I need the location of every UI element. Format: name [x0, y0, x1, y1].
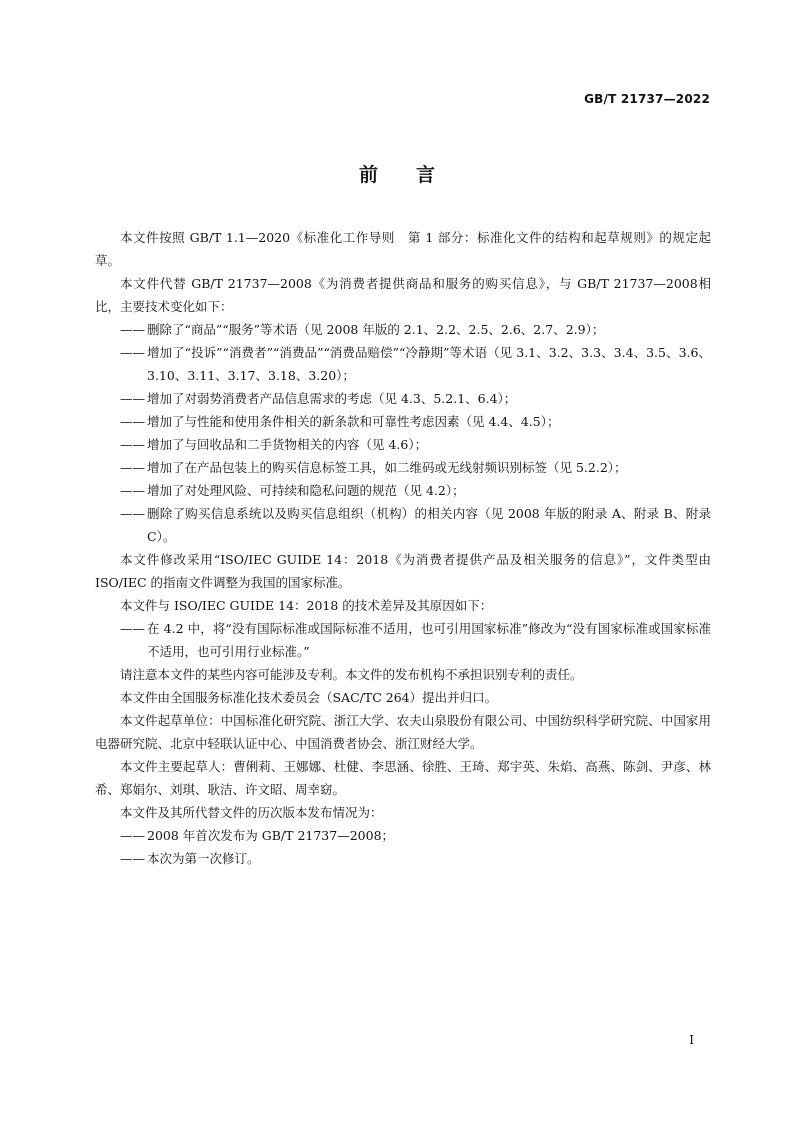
list-item — [95, 341, 711, 387]
list-item-text: 2008 年首次发布为 GB/T 21737—2008； — [147, 828, 395, 843]
list-item-text: 删除了“商品”“服务”等术语（见 2008 年版的 2.1、2.2、2.5、2.6、2.7、2.9）； — [147, 322, 605, 337]
paragraph: 本文件代替 GB/T 21737—2008《为消费者提供商品和服务的购买信息》，与 GB/T 21737—2008相比，主要技术变化如下： — [95, 276, 711, 314]
page-title: 前言 — [358, 164, 473, 186]
dash-marker: —— — [120, 621, 145, 636]
dash-marker: —— — [120, 391, 145, 406]
list-item-text: 增加了对处理风险、可持续和隐私问题的规范（见 4.2）； — [147, 483, 465, 498]
list-item — [95, 479, 711, 502]
list-item — [95, 387, 711, 410]
list-item — [95, 410, 711, 433]
list-item — [95, 617, 711, 663]
dash-marker: —— — [120, 345, 145, 360]
paragraph: 本文件起草单位：中国标准化研究院、浙江大学、农夫山泉股份有限公司、中国纺织科学研究院、中国家用电器研究院、北京中轻联认证中心、中国消费者协会、浙江财经大学。 — [95, 713, 711, 751]
standard-code: GB/T 21737—2022 — [584, 92, 710, 106]
dash-marker: —— — [120, 506, 145, 521]
list-item-text: 增加了在产品包装上的购买信息标签工具，如二维码或无线射频识别标签（见 5.2.2）； — [147, 460, 627, 475]
paragraph: 请注意本文件的某些内容可能涉及专利。本文件的发布机构不承担识别专利的责任。 — [120, 667, 583, 682]
list-item-text: 增加了对弱势消费者产品信息需求的考虑（见 4.3、5.2.1、6.4）； — [147, 391, 517, 406]
dash-marker: —— — [120, 414, 145, 429]
list-item — [95, 433, 711, 456]
list-item — [95, 847, 711, 870]
page-number: I — [689, 1033, 694, 1047]
dash-marker: —— — [120, 322, 145, 337]
paragraph: 本文件与 ISO/IEC GUIDE 14：2018 的技术差异及其原因如下： — [120, 598, 493, 613]
document-body — [95, 226, 711, 870]
paragraph: 本文件由全国服务标准化技术委员会（SAC/TC 264）提出并归口。 — [120, 690, 498, 705]
paragraph: 本文件主要起草人：曹俐莉、王娜娜、杜健、李思涵、徐胜、王琦、郑宇英、朱焰、高燕、陈剑、尹彦、林希、郑娟尔、刘琪、耿洁、许文昭、周幸窈。 — [95, 759, 711, 797]
list-item — [95, 824, 711, 847]
list-item-text: 增加了与性能和使用条件相关的新条款和可靠性考虑因素（见 4.4、4.5）； — [147, 414, 560, 429]
dash-marker: —— — [120, 483, 145, 498]
list-item-text: 增加了与回收品和二手货物相关的内容（见 4.6）； — [147, 437, 428, 452]
list-item — [95, 318, 711, 341]
list-item — [95, 456, 711, 479]
dash-marker: —— — [120, 851, 145, 866]
list-item-text: 删除了购买信息系统以及购买信息组织（机构）的相关内容（见 2008 年版的附录 A、附录 B、附录 C）。 — [147, 506, 711, 544]
dash-marker: —— — [120, 828, 145, 843]
list-item-text: 在 4.2 中，将“没有国际标准或国际标准不适用，也可引用国家标准”修改为“没有国家标准或国家标准不适用，也可引用行业标准。” — [147, 621, 711, 659]
paragraph: 本文件修改采用“ISO/IEC GUIDE 14：2018《为消费者提供产品及相关服务的信息》”，文件类型由ISO/IEC 的指南文件调整为我国的国家标准。 — [95, 552, 711, 590]
paragraph: 本文件按照 GB/T 1.1—2020《标准化工作导则 第 1 部分：标准化文件的结构和起草规则》的规定起草。 — [95, 230, 711, 268]
dash-marker: —— — [120, 460, 145, 475]
list-item-text: 增加了“投诉”“消费者”“消费品”“消费品赔偿”“冷静期”等术语（见 3.1、3.2、3.3、3.4、3.5、3.6、3.10、3.11、3.17、3.18、3.20）； — [147, 345, 711, 383]
dash-marker: —— — [120, 437, 145, 452]
paragraph: 本文件及其所代替文件的历次版本发布情况为： — [120, 805, 383, 820]
list-item-text: 本次为第一次修订。 — [147, 851, 260, 866]
list-item — [95, 502, 711, 548]
